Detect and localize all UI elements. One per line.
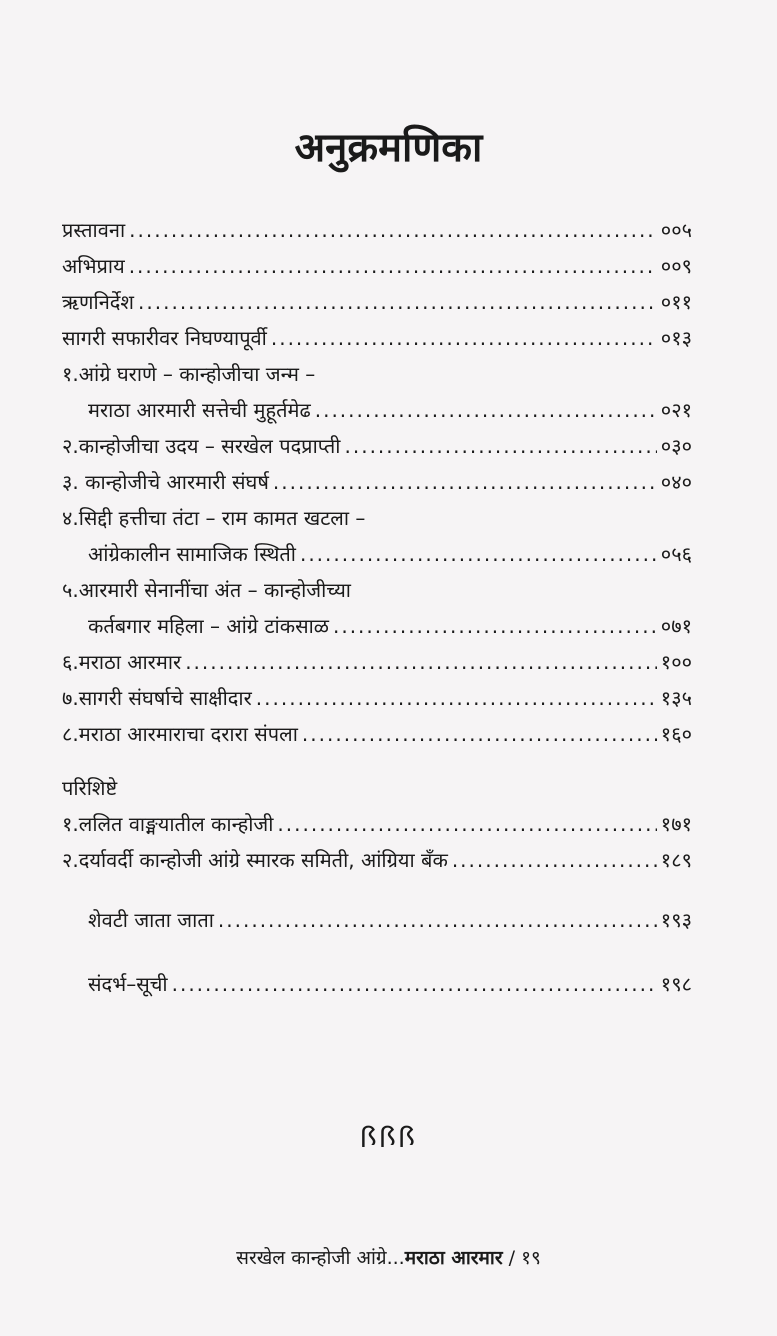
dot-leader bbox=[452, 842, 657, 878]
dot-leader bbox=[273, 464, 657, 500]
toc-entry bbox=[62, 716, 692, 752]
footer-separator: / bbox=[502, 1247, 522, 1269]
dot-leader bbox=[218, 902, 657, 938]
dot-leader bbox=[300, 536, 657, 572]
dot-leader bbox=[172, 966, 657, 1002]
toc-entry-title: अभिप्राय bbox=[62, 254, 125, 278]
appendix-heading: परिशिष्टे bbox=[62, 776, 118, 800]
toc-entry bbox=[62, 320, 692, 356]
ornament-divider: ꟗꟗꟗ bbox=[359, 1121, 418, 1154]
toc-entry bbox=[62, 212, 692, 248]
toc-entry-page: ०२१ bbox=[660, 398, 692, 422]
dot-leader bbox=[315, 392, 657, 428]
toc-entry bbox=[62, 392, 692, 428]
toc-entry-page: १०० bbox=[660, 650, 692, 674]
toc-entry bbox=[62, 464, 692, 500]
toc-entry-title: सागरी सफारीवर निघण्यापूर्वी bbox=[62, 326, 267, 350]
toc-entry bbox=[62, 842, 692, 878]
dot-leader bbox=[333, 608, 657, 644]
toc-entry-page: ०३० bbox=[660, 434, 692, 458]
toc-entry bbox=[62, 608, 692, 644]
toc-entry-first-line: ५.आरमारी सेनानींचा अंत – कान्होजीच्या bbox=[62, 578, 351, 602]
dot-leader bbox=[129, 248, 657, 284]
toc-entry-page: ०७१ bbox=[660, 614, 692, 638]
toc-entry-first-line: १.आंग्रे घराणे – कान्होजीचा जन्म – bbox=[62, 362, 316, 386]
table-of-contents bbox=[62, 212, 692, 1002]
toc-entry-page: ०५६ bbox=[660, 542, 692, 566]
toc-entry-title: कर्तबगार महिला – आंग्रे टांकसाळ bbox=[88, 614, 329, 638]
dot-leader bbox=[345, 428, 657, 464]
toc-entry-page: १८९ bbox=[660, 848, 692, 872]
dot-leader bbox=[256, 680, 657, 716]
toc-entry-title: ऋणनिर्देश bbox=[62, 290, 135, 314]
toc-entry-title: २.कान्होजीचा उदय – सरखेल पदप्राप्ती bbox=[62, 434, 341, 458]
toc-entry bbox=[62, 284, 692, 320]
dot-leader bbox=[138, 284, 657, 320]
toc-entry-page: १९८ bbox=[660, 972, 692, 996]
toc-entry-page: १६० bbox=[660, 722, 692, 746]
toc-entry-page: ००५ bbox=[660, 218, 692, 242]
toc-entry-title: प्रस्तावना bbox=[62, 218, 126, 242]
toc-entry-page: १७१ bbox=[660, 812, 692, 836]
toc-entry bbox=[62, 428, 692, 464]
toc-entry-title: २.दर्यावर्दी कान्होजी आंग्रे स्मारक समिती, आंग्रिया बँक bbox=[62, 848, 448, 872]
toc-entry-title: ६.मराठा आरमार bbox=[62, 650, 182, 674]
footer-author-title: सरखेल कान्होजी आंग्रे... bbox=[236, 1247, 405, 1269]
page-title: अनुक्रमणिका bbox=[294, 125, 483, 171]
toc-entry-page: ००९ bbox=[660, 254, 692, 278]
page-footer bbox=[0, 1244, 777, 1270]
dot-leader bbox=[185, 644, 657, 680]
page-number: १९ bbox=[521, 1247, 541, 1269]
toc-entry bbox=[62, 902, 692, 938]
toc-entry-title: आंग्रेकालीन सामाजिक स्थिती bbox=[88, 542, 296, 566]
toc-entry-title: शेवटी जाता जाता bbox=[88, 908, 214, 932]
toc-entry-page: ०४० bbox=[660, 470, 692, 494]
dot-leader bbox=[271, 320, 657, 356]
toc-entry bbox=[62, 536, 692, 572]
toc-entry-title: मराठा आरमारी सत्तेची मुहूर्तमेढ bbox=[88, 398, 311, 422]
toc-entry-page: ०११ bbox=[660, 290, 692, 314]
dot-leader bbox=[302, 716, 657, 752]
footer-book-title: मराठा आरमार bbox=[404, 1247, 503, 1269]
toc-entry bbox=[62, 644, 692, 680]
toc-entry-title: ८.मराठा आरमाराचा दरारा संपला bbox=[62, 722, 298, 746]
toc-entry bbox=[62, 680, 692, 716]
toc-entry bbox=[62, 248, 692, 284]
toc-entry-title: १.ललित वाङ्मयातील कान्होजी bbox=[62, 812, 274, 836]
toc-entry-title: ७.सागरी संघर्षाचे साक्षीदार bbox=[62, 686, 252, 710]
dot-leader bbox=[129, 212, 657, 248]
toc-entry-page: १३५ bbox=[660, 686, 692, 710]
toc-entry bbox=[62, 966, 692, 1002]
toc-entry-page: ०१३ bbox=[660, 326, 692, 350]
toc-entry-title: संदर्भ–सूची bbox=[88, 972, 168, 996]
toc-entry-first-line: ४.सिद्दी हत्तीचा तंटा – राम कामत खटला – bbox=[62, 506, 366, 530]
dot-leader bbox=[277, 806, 656, 842]
toc-entry-page: १९३ bbox=[660, 908, 692, 932]
toc-entry-title: ३. कान्होजीचे आरमारी संघर्ष bbox=[62, 470, 269, 494]
toc-entry bbox=[62, 806, 692, 842]
